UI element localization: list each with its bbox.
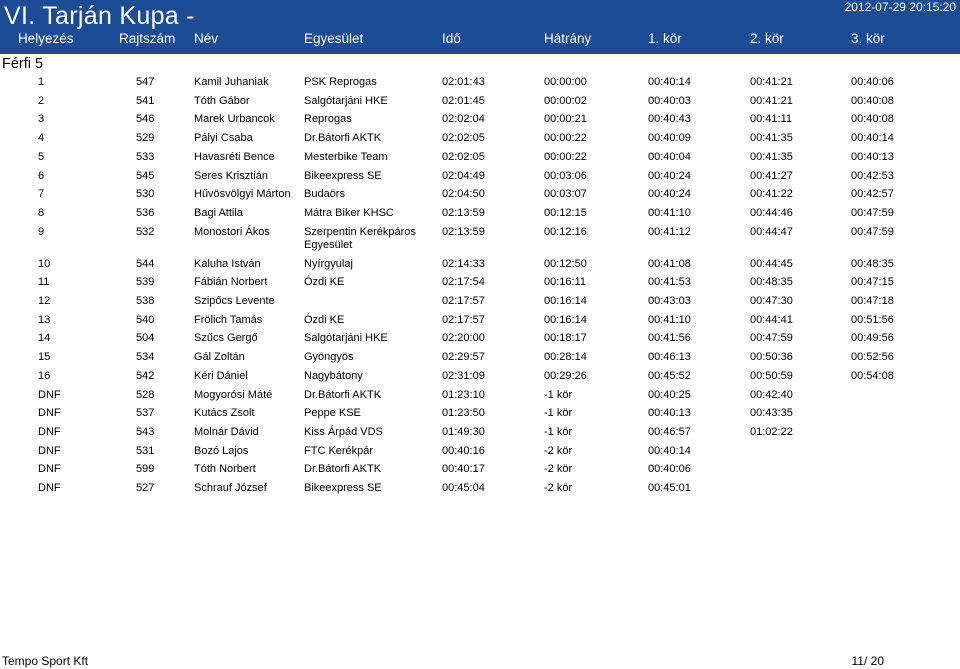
cell-name: Marek Urbancok [194, 113, 275, 126]
column-header-time: Idő [442, 31, 461, 46]
table-row [0, 124, 960, 145]
cell-time: 01:23:10 [442, 388, 485, 401]
cell-lap1: 00:40:25 [648, 388, 691, 401]
cell-placement: 6 [38, 169, 45, 182]
cell-lap1: 00:41:12 [648, 225, 691, 238]
table-row [0, 199, 960, 217]
category-label: Férfi 5 [2, 56, 44, 72]
cell-gap: -1 kör [544, 426, 573, 438]
cell-gap: 00:18:17 [544, 332, 587, 345]
column-header-name: Név [194, 31, 219, 46]
cell-club: Salgótarjáni HKE [304, 332, 388, 345]
cell-lap2: 00:41:21 [750, 76, 793, 88]
cell-name: Schrauf József [194, 482, 267, 495]
cell-lap1: 00:40:04 [648, 150, 691, 163]
cell-placement: DNF [38, 388, 61, 401]
cell-bib: 527 [136, 482, 155, 495]
cell-gap: 00:03:06 [544, 169, 587, 182]
cell-club: FTC Kerékpár [304, 444, 374, 457]
cell-time: 01:49:30 [442, 426, 485, 438]
cell-name: Monostori Ákos [194, 225, 270, 238]
table-row [0, 343, 960, 364]
cell-gap: 00:16:14 [544, 294, 587, 307]
cell-time: 02:13:59 [442, 207, 485, 219]
cell-gap: 00:12:15 [544, 207, 587, 219]
cell-gap: 00:12:50 [544, 257, 587, 270]
cell-lap1: 00:40:03 [648, 94, 691, 107]
cell-lap3: 00:42:53 [851, 169, 894, 182]
cell-name: Mogyorósi Máté [194, 388, 273, 401]
cell-lap3: 00:40:08 [851, 94, 894, 107]
cell-club: Ózdi KE [304, 276, 345, 289]
cell-time: 02:20:00 [442, 332, 485, 345]
cell-placement: DNF [38, 482, 61, 495]
table-row [0, 268, 960, 289]
cell-bib: 504 [136, 332, 155, 345]
cell-name: Pályi Csaba [194, 132, 253, 145]
page-footer [0, 654, 960, 669]
cell-time: 02:01:43 [442, 76, 485, 88]
cell-bib: 542 [136, 369, 155, 382]
cell-lap1: 00:40:06 [648, 463, 691, 476]
cell-gap: -1 kör [544, 388, 573, 401]
cell-placement: 10 [38, 257, 51, 270]
cell-bib: 540 [136, 313, 155, 326]
cell-placement: 3 [38, 113, 45, 126]
cell-placement: 11 [38, 276, 50, 289]
cell-name: Bagi Attila [194, 207, 243, 219]
cell-lap1: 00:41:10 [648, 207, 691, 219]
cell-bib: 543 [136, 426, 155, 438]
cell-lap2: 00:47:59 [750, 332, 793, 345]
cell-time: 00:45:04 [442, 482, 485, 495]
cell-lap1: 00:40:14 [648, 444, 691, 457]
cell-placement: 2 [38, 94, 45, 107]
cell-gap: -2 kör [544, 463, 573, 476]
table-row [0, 306, 960, 324]
cell-time: 02:01:45 [442, 94, 485, 107]
cell-lap1: 00:40:13 [648, 407, 691, 420]
cell-placement: 15 [38, 351, 51, 364]
cell-gap: 00:00:21 [544, 113, 587, 126]
cell-bib: 536 [136, 207, 155, 219]
page-title: VI. Tarján Kupa - [4, 2, 195, 30]
cell-club: Ózdi KE [304, 313, 345, 326]
cell-lap1: 00:40:14 [648, 76, 691, 88]
cell-lap1: 00:41:56 [648, 332, 691, 345]
cell-name: Kutács Zsolt [194, 407, 255, 420]
cell-gap: 00:12:16 [544, 225, 587, 238]
cell-time: 00:40:17 [442, 463, 485, 476]
cell-gap: 00:00:02 [544, 94, 587, 107]
cell-time: 00:40:16 [442, 444, 485, 457]
cell-lap2: 00:50:36 [750, 351, 793, 364]
cell-time: 02:17:57 [442, 294, 485, 307]
cell-placement: 16 [38, 369, 51, 382]
cell-bib: 544 [136, 257, 155, 270]
cell-lap3: 00:40:13 [851, 150, 894, 163]
cell-lap1: 00:41:10 [648, 313, 691, 326]
cell-gap: 00:00:00 [544, 76, 587, 88]
cell-gap: 00:03:07 [544, 188, 587, 201]
cell-placement: 14 [38, 332, 51, 345]
cell-name: Kamil Juhaniak [194, 76, 269, 88]
table-row [0, 87, 960, 105]
cell-club: Dr.Bátorfi AKTK [304, 463, 382, 476]
cell-time: 02:29:57 [442, 351, 485, 364]
cell-placement: 8 [38, 207, 45, 219]
cell-club: Dr.Bátorfi AKTK [304, 132, 382, 145]
cell-placement: 12 [38, 294, 51, 307]
cell-lap2: 00:47:30 [750, 294, 793, 307]
cell-lap3: 00:51:56 [851, 313, 894, 326]
cell-club: Budaörs [304, 188, 345, 201]
cell-club: Reprogas [304, 113, 352, 126]
cell-club: Szerpentin Kerékpáros Egyesület [304, 225, 416, 251]
cell-lap3: 00:40:06 [851, 76, 894, 88]
column-header-lap1: 1. kör [648, 31, 682, 46]
cell-placement: 9 [38, 225, 45, 238]
table-row [0, 250, 960, 268]
column-header-lap3: 3. kör [851, 31, 885, 46]
cell-lap2: 00:42:40 [750, 388, 793, 401]
cell-lap1: 00:46:13 [648, 351, 691, 364]
cell-lap3: 00:47:59 [851, 207, 894, 219]
table-row [0, 218, 960, 251]
cell-lap3: 00:40:08 [851, 113, 894, 126]
cell-lap2: 00:44:46 [750, 207, 793, 219]
cell-lap1: 00:40:24 [648, 169, 691, 182]
column-header-row [0, 31, 960, 49]
cell-placement: 4 [38, 132, 45, 145]
cell-lap1: 00:46:57 [648, 426, 691, 438]
cell-lap1: 00:45:01 [648, 482, 691, 495]
cell-gap: 00:16:14 [544, 313, 587, 326]
table-row [0, 437, 960, 455]
cell-name: Frölich Tamás [194, 313, 263, 326]
cell-placement: DNF [38, 463, 61, 476]
cell-bib: 531 [136, 444, 155, 457]
cell-lap3: 00:40:14 [851, 132, 894, 145]
cell-placement: DNF [38, 426, 61, 438]
cell-bib: 537 [136, 407, 155, 420]
cell-lap2: 00:41:35 [750, 150, 793, 163]
cell-placement: 13 [38, 313, 51, 326]
table-row [0, 399, 960, 420]
cell-lap2: 00:44:45 [750, 257, 793, 270]
cell-time: 02:02:05 [442, 132, 485, 145]
cell-lap2: 00:41:35 [750, 132, 793, 145]
cell-time: 02:13:59 [442, 225, 485, 238]
cell-lap2: 01:02:22 [750, 426, 793, 438]
cell-club: Kiss Árpád VDS [304, 426, 383, 438]
cell-lap3: 00:54:08 [851, 369, 894, 382]
table-row [0, 455, 960, 476]
table-row [0, 180, 960, 201]
cell-gap: -2 kör [544, 444, 573, 457]
cell-bib: 599 [136, 463, 155, 476]
cell-name: Szűcs Gergő [194, 332, 258, 345]
cell-lap3: 00:52:56 [851, 351, 894, 364]
cell-time: 02:02:04 [442, 113, 485, 126]
cell-time: 02:17:54 [442, 276, 485, 289]
cell-name: Molnár Dávid [194, 426, 259, 438]
cell-lap2: 00:41:11 [750, 113, 793, 126]
cell-lap1: 00:41:08 [648, 257, 691, 270]
cell-lap1: 00:43:03 [648, 294, 691, 307]
cell-lap2: 00:41:27 [750, 169, 793, 182]
cell-lap1: 00:41:53 [648, 276, 691, 289]
cell-name: Hűvösvölgyi Márton [194, 188, 291, 201]
cell-bib: 546 [136, 113, 155, 126]
cell-lap2: 00:43:35 [750, 407, 793, 420]
cell-bib: 529 [136, 132, 155, 145]
cell-time: 01:23:50 [442, 407, 485, 420]
cell-club: Nyírgyulaj [304, 257, 353, 270]
cell-time: 02:04:50 [442, 188, 485, 201]
table-row [0, 362, 960, 380]
page-header [0, 0, 960, 54]
cell-club: PSK Reprogas [304, 76, 377, 88]
timestamp: 2012-07-29 20:15:20 [844, 0, 956, 14]
cell-club: Mátra Biker KHSC [304, 207, 394, 219]
cell-gap: -1 kör [544, 407, 573, 420]
cell-bib: 539 [136, 276, 155, 289]
cell-gap: 00:00:22 [544, 150, 587, 163]
cell-bib: 538 [136, 294, 155, 307]
cell-lap2: 00:41:21 [750, 94, 793, 107]
cell-name: Havasréti Bence [194, 150, 275, 163]
cell-lap2: 00:44:41 [750, 313, 793, 326]
table-row [0, 324, 960, 345]
cell-club: Salgótarjáni HKE [304, 94, 388, 107]
cell-lap1: 00:45:52 [648, 369, 691, 382]
cell-lap2: 00:44:47 [750, 225, 793, 238]
column-header-lap2: 2. kör [750, 31, 784, 46]
cell-placement: 5 [38, 150, 45, 163]
cell-time: 02:04:49 [442, 169, 485, 182]
cell-name: Kéri Dániel [194, 369, 248, 382]
cell-lap3: 00:47:59 [851, 225, 894, 238]
cell-gap: 00:00:22 [544, 132, 587, 145]
cell-club: Mesterbike Team [304, 150, 388, 163]
cell-placement: 7 [38, 188, 45, 201]
cell-bib: 541 [136, 94, 155, 107]
table-row [0, 68, 960, 86]
cell-club: Dr.Bátorfi AKTK [304, 388, 382, 401]
cell-name: Bozó Lajos [194, 444, 249, 457]
cell-club: Gyöngyös [304, 351, 354, 364]
cell-time: 02:02:05 [442, 150, 485, 163]
cell-bib: 533 [136, 150, 155, 163]
cell-gap: 00:28:14 [544, 351, 587, 364]
cell-name: Szipőcs Levente [194, 294, 275, 307]
cell-placement: DNF [38, 444, 61, 457]
cell-time: 02:31:09 [442, 369, 485, 382]
cell-name: Tóth Gábor [194, 94, 250, 107]
table-row [0, 474, 960, 495]
cell-lap1: 00:40:24 [648, 188, 691, 201]
cell-name: Tóth Norbert [194, 463, 256, 476]
cell-lap2: 00:48:35 [750, 276, 793, 289]
cell-bib: 534 [136, 351, 155, 364]
cell-time: 02:17:57 [442, 313, 485, 326]
cell-lap2: 00:50:59 [750, 369, 793, 382]
cell-bib: 528 [136, 388, 155, 401]
cell-lap3: 00:49:56 [851, 332, 894, 345]
cell-bib: 530 [136, 188, 155, 201]
table-row [0, 143, 960, 161]
cell-club: Bikeexpress SE [304, 169, 382, 182]
cell-name: Seres Krisztián [194, 169, 268, 182]
cell-lap2: 00:41:22 [750, 188, 793, 201]
cell-lap1: 00:40:43 [648, 113, 691, 126]
cell-bib: 545 [136, 169, 155, 182]
cell-bib: 547 [136, 76, 155, 88]
cell-placement: DNF [38, 407, 61, 420]
table-row [0, 381, 960, 399]
cell-placement: 1 [38, 76, 45, 88]
cell-club: Bikeexpress SE [304, 482, 382, 495]
column-header-gap: Hátrány [544, 31, 592, 46]
table-row [0, 105, 960, 126]
cell-lap3: 00:42:57 [851, 188, 894, 201]
cell-gap: -2 kör [544, 482, 573, 495]
cell-club: Peppe KSE [304, 407, 361, 420]
cell-name: Fábián Norbert [194, 276, 268, 289]
cell-gap: 00:29:26 [544, 369, 587, 382]
column-header-club: Egyesület [304, 31, 364, 46]
footer-company: Tempo Sport Kft [2, 654, 89, 668]
column-header-placement: Helyezés [18, 31, 74, 46]
cell-name: Kaluha István [194, 257, 261, 270]
cell-lap3: 00:47:15 [851, 276, 894, 289]
cell-time: 02:14:33 [442, 257, 485, 270]
cell-gap: 00:16:11 [544, 276, 587, 289]
table-row [0, 287, 960, 305]
page-number: 11/ 20 [851, 654, 884, 668]
cell-club: Nagybátony [304, 369, 363, 382]
cell-bib: 532 [136, 225, 155, 238]
cell-lap1: 00:40:09 [648, 132, 691, 145]
cell-lap3: 00:47:18 [851, 294, 894, 307]
column-header-bib: Rajtszám [119, 31, 176, 46]
table-row [0, 418, 960, 436]
cell-name: Gál Zoltán [194, 351, 245, 364]
cell-lap3: 00:48:35 [851, 257, 894, 270]
table-row [0, 162, 960, 180]
